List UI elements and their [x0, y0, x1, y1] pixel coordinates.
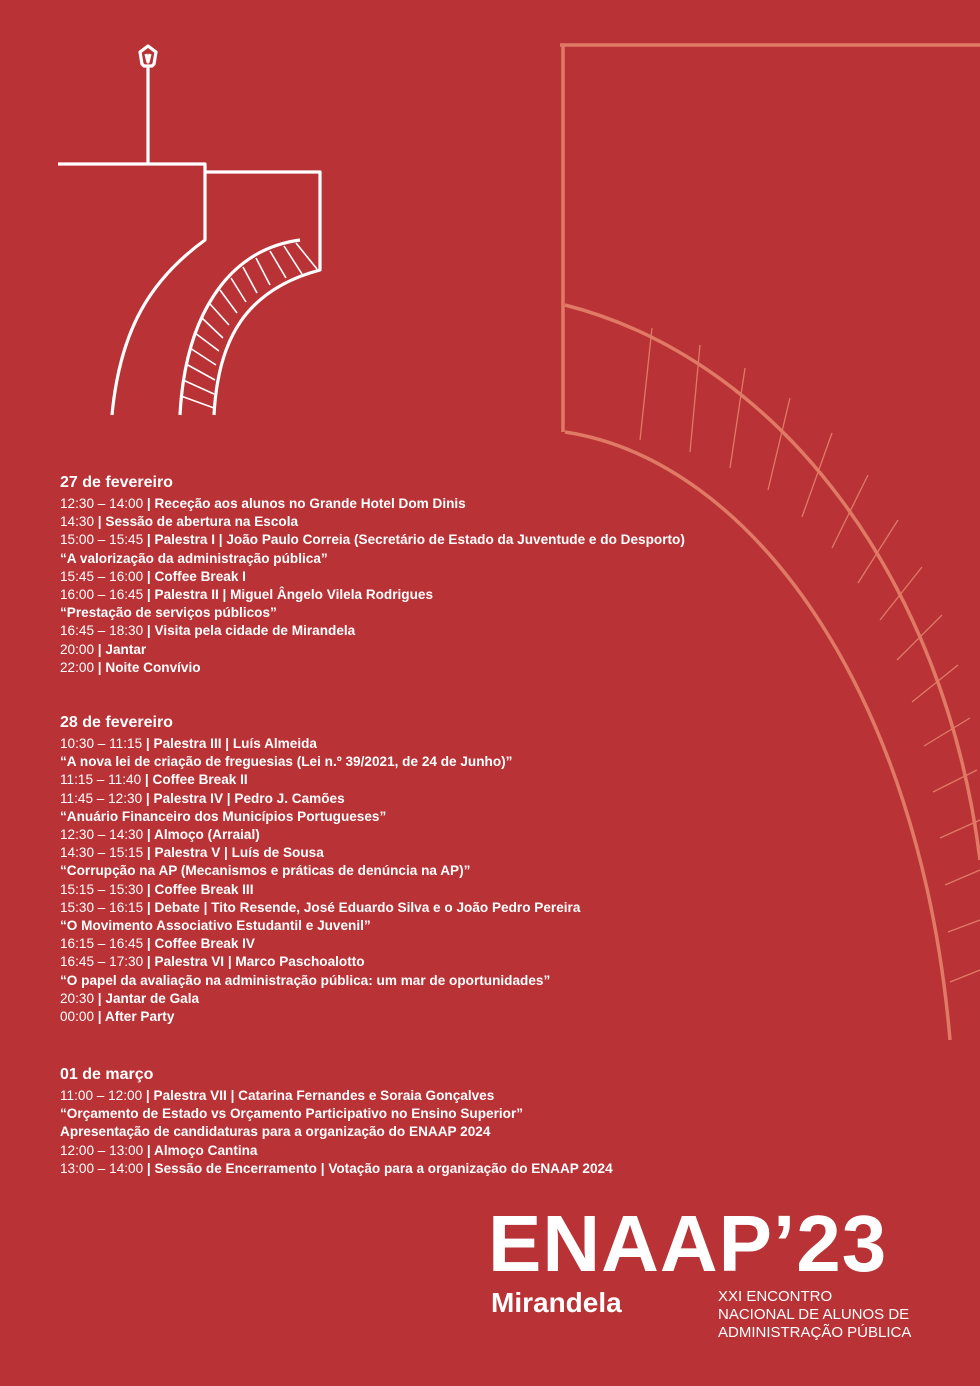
separator: | — [143, 496, 155, 511]
schedule-item — [60, 622, 940, 640]
schedule-time: 16:00 – 16:45 — [60, 587, 144, 603]
separator: | — [143, 954, 155, 970]
schedule-item — [60, 641, 940, 659]
schedule-time: 12:30 – 14:30 — [60, 827, 144, 843]
schedule-time: 16:15 – 16:45 — [60, 936, 144, 952]
schedule-item — [60, 935, 940, 953]
schedule-description: Debate | Tito Resende, José Eduardo Silva e o João Pedro Pereira — [154, 899, 581, 915]
schedule-description: Palestra V | Luís de Sousa — [154, 845, 324, 861]
schedule-time: 11:00 – 12:00 — [60, 1088, 143, 1103]
schedule-item — [60, 1160, 940, 1178]
day-title: 27 de fevereiro — [60, 474, 173, 491]
schedule-time: 15:30 – 16:15 — [60, 899, 144, 915]
schedule-note: “Orçamento de Estado vs Orçamento Participativo no Ensino Superior” — [60, 1106, 524, 1122]
schedule-time: 15:45 – 16:00 — [60, 568, 144, 584]
schedule-description: Coffee Break I — [154, 568, 246, 584]
schedule-item — [60, 735, 940, 753]
schedule-description: Palestra II | Miguel Ângelo Vilela Rodrigues — [154, 587, 434, 603]
schedule-description: Jantar de Gala — [105, 990, 200, 1006]
schedule-item — [60, 826, 940, 844]
schedule-time: 11:45 – 12:30 — [60, 790, 143, 806]
schedule-description: Sessão de Encerramento | Votação para a organização do ENAAP 2024 — [154, 1160, 613, 1176]
schedule-note: “Anuário Financeiro dos Municípios Portugueses” — [60, 808, 387, 824]
separator: | — [143, 623, 155, 639]
schedule-time: 12:00 – 13:00 — [60, 1142, 144, 1158]
schedule-item — [60, 953, 940, 971]
schedule-description: Coffee Break III — [154, 881, 254, 897]
separator: | — [143, 568, 155, 584]
schedule-list — [60, 735, 940, 1026]
separator: | — [94, 659, 106, 675]
separator: | — [94, 641, 106, 657]
schedule-description: Palestra VI | Marco Paschoalotto — [154, 954, 365, 970]
schedule-note: “A nova lei de criação de freguesias (Lei n.º 39/2021, de 24 de Junho)” — [60, 754, 513, 770]
schedule-description: Jantar — [105, 641, 147, 657]
schedule-item — [60, 586, 940, 604]
day-section-01-marco — [60, 1064, 940, 1178]
schedule-description: Palestra IV | Pedro J. Camões — [153, 790, 345, 806]
schedule-description: Palestra III | Luís Almeida — [153, 736, 317, 751]
schedule-item — [60, 881, 940, 899]
schedule-item — [60, 1008, 940, 1026]
schedule-time: 15:15 – 15:30 — [60, 881, 144, 897]
separator: | — [143, 587, 155, 603]
separator: | — [94, 514, 106, 530]
schedule-time: 12:30 – 14:00 — [60, 496, 144, 511]
schedule-item — [60, 531, 940, 549]
schedule-note: “A valorização da administração pública” — [60, 550, 328, 566]
event-city: Mirandela — [491, 1287, 622, 1318]
schedule-description: Noite Convívio — [105, 659, 201, 675]
separator: | — [143, 899, 155, 915]
schedule-time: 14:30 – 15:15 — [60, 845, 144, 861]
day-title: 01 de março — [60, 1066, 154, 1083]
separator: | — [143, 936, 155, 952]
event-subtitle-line: NACIONAL DE ALUNOS DE — [718, 1306, 910, 1323]
separator: | — [94, 1009, 105, 1025]
schedule-description: Visita pela cidade de Mirandela — [154, 623, 356, 639]
schedule-time: 20:00 — [60, 641, 95, 657]
schedule-item — [60, 771, 940, 789]
separator: | — [143, 1142, 155, 1158]
separator: | — [143, 532, 155, 548]
schedule-item — [60, 899, 940, 917]
schedule-item — [60, 568, 940, 586]
schedule-note: “Corrupção na AP (Mecanismos e práticas de denúncia na AP)” — [60, 863, 471, 879]
separator: | — [141, 772, 153, 788]
schedule-item — [60, 990, 940, 1008]
schedule-list — [60, 495, 940, 677]
event-logo-title: ENAAP’23 — [488, 1199, 888, 1288]
separator: | — [94, 990, 106, 1006]
schedule-note: “O papel da avaliação na administração pública: um mar de oportunidades” — [60, 972, 551, 988]
schedule-time: 20:30 — [60, 990, 95, 1006]
schedule-description: Palestra VII | Catarina Fernandes e Soraia Gonçalves — [153, 1088, 495, 1103]
day-section-28-fevereiro — [60, 712, 940, 1026]
schedule-description: Almoço (Arraial) — [154, 827, 260, 843]
separator: | — [143, 1160, 155, 1176]
separator: | — [143, 827, 155, 843]
schedule-list — [60, 1087, 940, 1178]
schedule-time: 10:30 – 11:15 — [60, 736, 143, 751]
schedule-item — [60, 513, 940, 531]
event-subtitle — [718, 1288, 911, 1342]
schedule-description: After Party — [104, 1009, 175, 1025]
schedule-description: Sessão de abertura na Escola — [105, 514, 299, 530]
schedule-time: 16:45 – 18:30 — [60, 623, 144, 639]
day-section-27-fevereiro — [60, 472, 940, 677]
schedule-item — [60, 1142, 940, 1160]
separator: | — [142, 790, 154, 806]
separator: | — [143, 845, 155, 861]
schedule-item — [60, 659, 940, 677]
separator: | — [142, 736, 154, 751]
schedule-time: 14:30 — [60, 514, 95, 530]
separator: | — [142, 1088, 154, 1103]
schedule-time: 00:00 — [60, 1009, 95, 1025]
schedule-time: 13:00 – 14:00 — [60, 1160, 144, 1176]
schedule-time: 22:00 — [60, 659, 95, 675]
schedule-note: “Prestação de serviços públicos” — [60, 605, 277, 621]
schedule-time: 15:00 – 15:45 — [60, 532, 144, 548]
event-subtitle-line: ADMINISTRAÇÃO PÚBLICA — [718, 1324, 912, 1341]
separator: | — [143, 881, 155, 897]
event-subtitle-line: XXI ENCONTRO — [718, 1288, 833, 1305]
schedule-item — [60, 844, 940, 862]
schedule-description: Receção aos alunos no Grande Hotel Dom Dinis — [154, 496, 466, 511]
schedule-item — [60, 495, 940, 513]
schedule-note: “O Movimento Associativo Estudantil e Juvenil” — [60, 918, 371, 934]
schedule-description: Palestra I | João Paulo Correia (Secretário de Estado da Juventude e do Desporto) — [154, 532, 685, 548]
schedule-description: Almoço Cantina — [154, 1142, 258, 1158]
schedule-description: Coffee Break IV — [154, 936, 255, 952]
schedule-item — [60, 1087, 940, 1105]
schedule-note: Apresentação de candidaturas para a organização do ENAAP 2024 — [60, 1124, 491, 1140]
schedule-time: 16:45 – 17:30 — [60, 954, 144, 970]
schedule-time: 11:15 – 11:40 — [60, 772, 142, 788]
day-title: 28 de fevereiro — [60, 714, 173, 731]
schedule-item — [60, 790, 940, 808]
schedule-description: Coffee Break II — [152, 772, 248, 788]
